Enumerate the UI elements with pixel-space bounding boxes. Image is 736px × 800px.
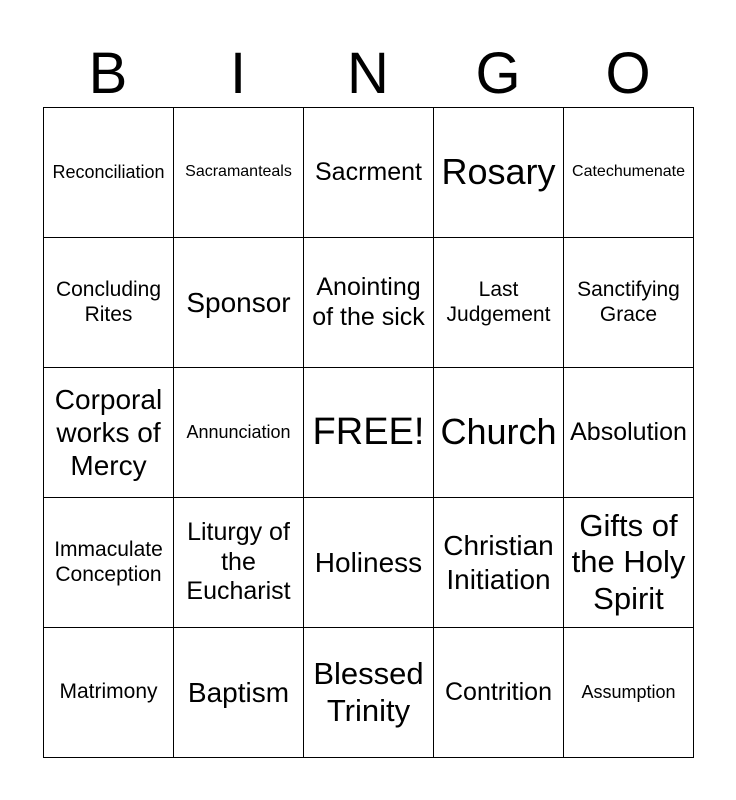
header-letter-i: I [229, 41, 247, 106]
bingo-cell[interactable]: Anointing of the sick [304, 238, 434, 368]
bingo-cell[interactable]: Absolution [564, 368, 694, 498]
bingo-cell[interactable]: Concluding Rites [44, 238, 174, 368]
bingo-cell[interactable]: Matrimony [44, 628, 174, 758]
bingo-cell[interactable]: Holiness [304, 498, 434, 628]
bingo-cell[interactable]: Liturgy of the Eucharist [174, 498, 304, 628]
bingo-cell[interactable]: Corporal works of Mercy [44, 368, 174, 498]
bingo-cell[interactable]: Annunciation [174, 368, 304, 498]
bingo-cell[interactable]: Baptism [174, 628, 304, 758]
bingo-cell[interactable]: Immaculate Conception [44, 498, 174, 628]
bingo-cell[interactable]: Sacramanteals [174, 108, 304, 238]
bingo-cell[interactable]: Blessed Trinity [304, 628, 434, 758]
bingo-cell[interactable]: Sponsor [174, 238, 304, 368]
bingo-cell[interactable]: Last Judgement [434, 238, 564, 368]
bingo-cell[interactable]: Assumption [564, 628, 694, 758]
header-letter-o: O [605, 41, 651, 106]
bingo-cell[interactable]: Sacrment [304, 108, 434, 238]
bingo-board [43, 107, 694, 758]
header-letter-g: G [475, 41, 521, 106]
bingo-cell[interactable]: Church [434, 368, 564, 498]
bingo-cell[interactable]: Contrition [434, 628, 564, 758]
bingo-cell[interactable]: Christian Initiation [434, 498, 564, 628]
bingo-cell[interactable]: Catechumenate [564, 108, 694, 238]
bingo-cell[interactable]: Gifts of the Holy Spirit [564, 498, 694, 628]
header-letter-n: N [347, 41, 389, 106]
bingo-cell[interactable]: Rosary [434, 108, 564, 238]
bingo-cell[interactable]: Reconciliation [44, 108, 174, 238]
free-space[interactable]: FREE! [304, 368, 434, 498]
bingo-header [43, 40, 693, 108]
bingo-cell[interactable]: Sanctifying Grace [564, 238, 694, 368]
header-letter-b: B [88, 41, 128, 106]
